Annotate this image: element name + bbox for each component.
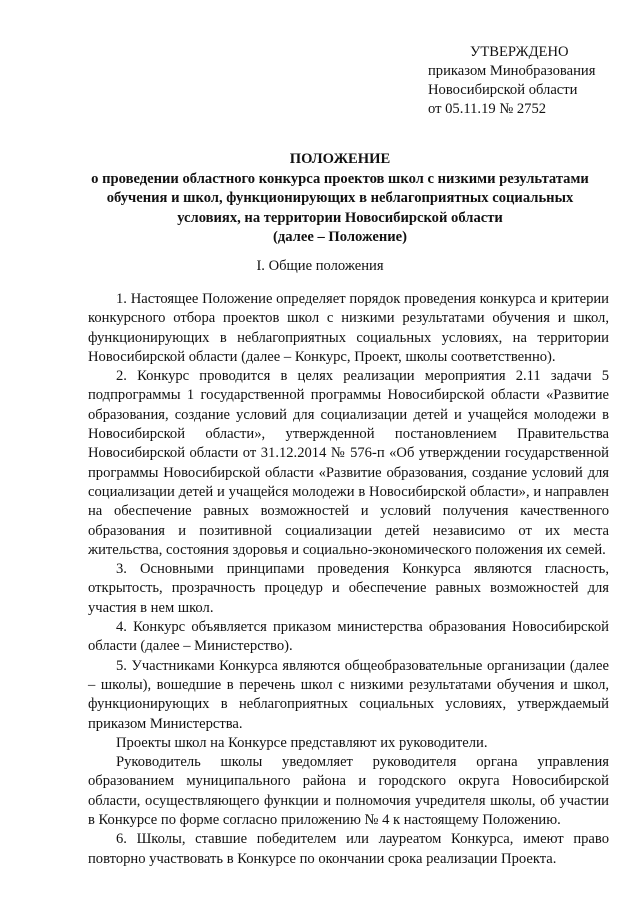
- section-title: I. Общие положения: [256, 258, 384, 274]
- approval-title: УТВЕРЖДЕНО: [470, 44, 569, 60]
- paragraph: 4. Конкурс объявляется приказом министерства образования Новосибирской области (далее – Министерство).: [88, 619, 609, 655]
- heading-line: (далее – Положение): [272, 229, 407, 246]
- approval-line: от 05.11.19 № 2752: [428, 101, 547, 117]
- document-heading: [60, 150, 620, 248]
- paragraph: 3. Основными принципами проведения Конкурса являются гласность, открытость, прозрачность процедур и обеспечение равных возможностей для участия в нем школ.: [88, 561, 609, 616]
- paragraph: Проекты школ на Конкурсе представляют их руководители.: [116, 734, 488, 751]
- paragraph: 5. Участниками Конкурса являются общеобразовательные организации (далее – школы), вошедшие в перечень школ с низкими результатами обучения и школ, функционирующих в неблагоприятных социальных условиях, утверждаемый приказом Министерства.: [88, 657, 609, 732]
- paragraph: Руководитель школы уведомляет руководителя органа управления образованием муниципального района и городского округа Новосибирской области, осуществляющего функции и полномочия учредителя школы, об участии в Конкурсе по форме согласно приложению № 4 к настоящему Положению.: [88, 754, 609, 829]
- paragraph: 1. Настоящее Положение определяет порядок проведения конкурса и критерии конкурсного отбора проектов школ с низкими результатами обучения и школ, функционирующих в неблагоприятных социальных условиях, на территории Новосибирской области (далее – Конкурс, Проект, школы соответственно).: [88, 291, 609, 365]
- approval-line: Новосибирской области: [428, 82, 578, 98]
- paragraph: 6. Школы, ставшие победителем или лауреатом Конкурса, имеют право повторно участвовать в Конкурсе по окончании срока реализации Проекта.: [88, 831, 609, 867]
- heading-line: условиях, на территории Новосибирской области: [177, 209, 503, 226]
- heading-line: о проведении областного конкурса проектов школ с низкими результатами: [91, 170, 589, 187]
- paragraph: 2. Конкурс проводится в целях реализации мероприятия 2.11 задачи 5 подпрограммы 1 государственной программы Новосибирской области «Развитие образования, создание условий для социализации детей и учащейся молодежи в Новосибирской области», утвержденной постановлением Правительства Новосибирской области от 31.12.2014 № 576-п «Об утверждении государственной программы Новосибирской области «Развитие образования, создание условий для социализации детей и учащейся молодежи в Новосибирской области», и направлен на обеспечение равных возможностей и условий получения качественного образования и позитивной социализации детей независимо от их места жительства, состояния здоровья и социально-экономического положения их семей.: [88, 368, 609, 558]
- document-title: ПОЛОЖЕНИЕ: [289, 151, 391, 167]
- document-body: [88, 290, 609, 869]
- heading-line: обучения и школ, функционирующих в неблагоприятных социальных: [106, 190, 574, 207]
- approval-stamp: [428, 43, 628, 119]
- approval-line: приказом Минобразования: [428, 63, 596, 79]
